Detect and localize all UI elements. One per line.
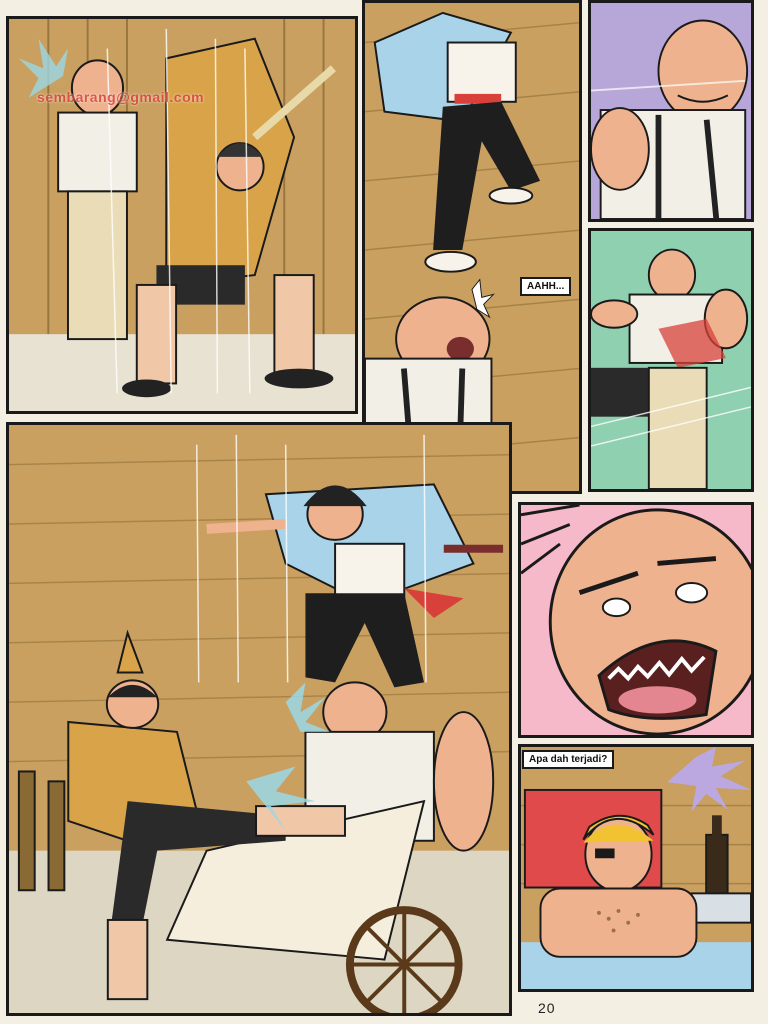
panel-2-art [365,3,579,491]
watermark-text: sembarang@gmail.com [37,89,205,105]
panel-4-art [591,231,751,489]
panel-4 [588,228,754,492]
panel-2 [362,0,582,494]
panel-5-art [9,425,509,1013]
panel-7-art [521,747,751,989]
panel-3 [588,0,754,222]
panel-1 [6,16,358,414]
panel-6-art [521,505,751,735]
page-number: 20 [538,1000,556,1016]
panel-5 [6,422,512,1016]
speech-balloon-aahh: AAHH... [520,277,571,296]
panel-6 [518,502,754,738]
panel-3-art [591,3,751,219]
speech-balloon-apa-dah-terjadi: Apa dah terjadi? [522,750,614,769]
panel-7 [518,744,754,992]
panel-1-art [9,19,355,411]
